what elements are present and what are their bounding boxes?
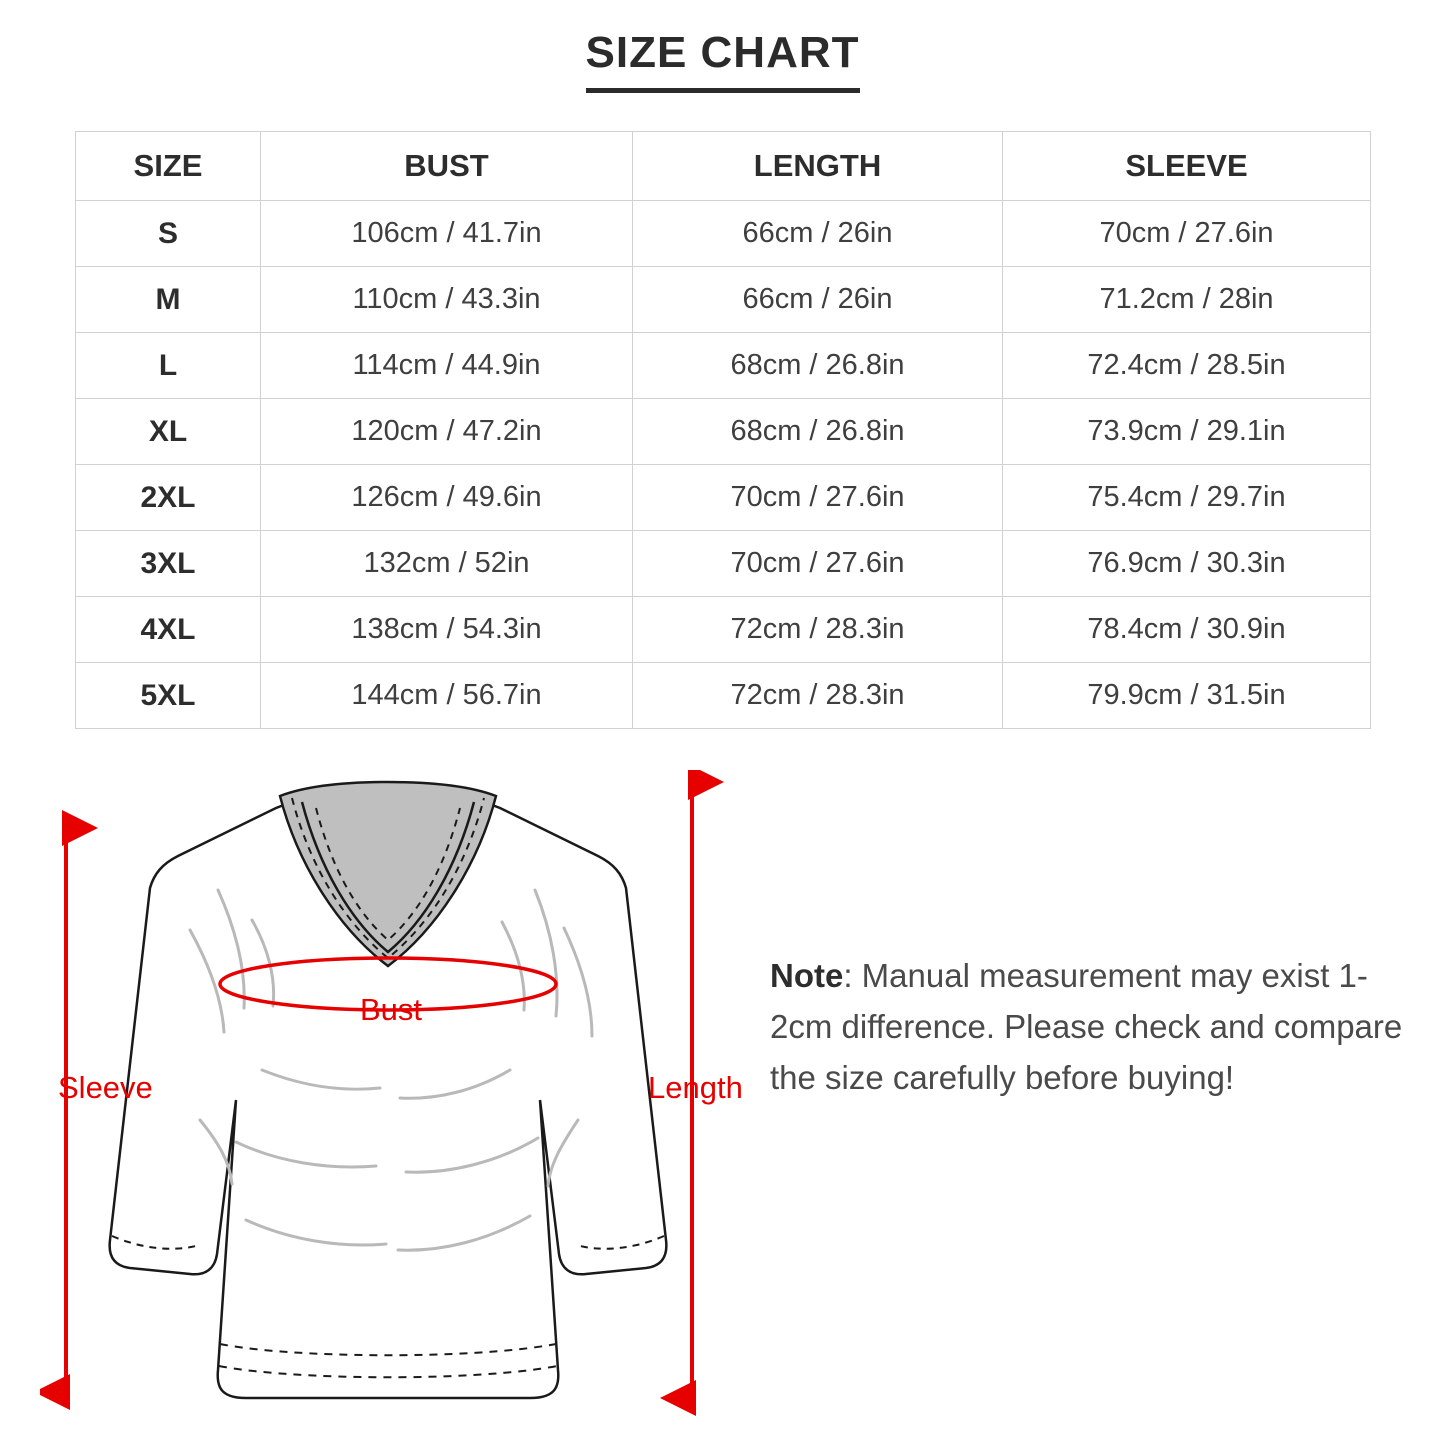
column-header-size: SIZE — [76, 132, 261, 201]
cell-sleeve: 70cm / 27.6in — [1003, 201, 1371, 267]
note-prefix: Note — [770, 957, 844, 994]
cell-length: 72cm / 28.3in — [633, 597, 1003, 663]
cell-size: L — [76, 333, 261, 399]
cell-sleeve: 71.2cm / 28in — [1003, 267, 1371, 333]
cell-size: 2XL — [76, 465, 261, 531]
column-header-bust: BUST — [261, 132, 633, 201]
table-row — [76, 597, 1371, 663]
cell-sleeve: 73.9cm / 29.1in — [1003, 399, 1371, 465]
cell-bust: 126cm / 49.6in — [261, 465, 633, 531]
page-title-container — [0, 0, 1445, 93]
size-chart-table — [75, 131, 1371, 729]
cell-length: 68cm / 26.8in — [633, 333, 1003, 399]
cell-size: XL — [76, 399, 261, 465]
table-row — [76, 531, 1371, 597]
cell-bust: 144cm / 56.7in — [261, 663, 633, 729]
cell-length: 66cm / 26in — [633, 201, 1003, 267]
cell-length: 72cm / 28.3in — [633, 663, 1003, 729]
cell-size: 4XL — [76, 597, 261, 663]
table-header-row — [76, 132, 1371, 201]
column-header-sleeve: SLEEVE — [1003, 132, 1371, 201]
cell-sleeve: 75.4cm / 29.7in — [1003, 465, 1371, 531]
shirt-illustration-svg — [40, 770, 760, 1445]
cell-size: M — [76, 267, 261, 333]
cell-size: 5XL — [76, 663, 261, 729]
cell-bust: 120cm / 47.2in — [261, 399, 633, 465]
cell-length: 70cm / 27.6in — [633, 531, 1003, 597]
cell-bust: 132cm / 52in — [261, 531, 633, 597]
size-table-container — [75, 131, 1370, 729]
cell-size: 3XL — [76, 531, 261, 597]
cell-length: 66cm / 26in — [633, 267, 1003, 333]
column-header-length: LENGTH — [633, 132, 1003, 201]
diagram-and-note-section — [0, 770, 1445, 1445]
cell-bust: 114cm / 44.9in — [261, 333, 633, 399]
cell-sleeve: 76.9cm / 30.3in — [1003, 531, 1371, 597]
cell-length: 68cm / 26.8in — [633, 399, 1003, 465]
cell-bust: 138cm / 54.3in — [261, 597, 633, 663]
table-row — [76, 333, 1371, 399]
bust-label: Bust — [360, 992, 423, 1027]
table-row — [76, 201, 1371, 267]
table-row — [76, 267, 1371, 333]
cell-length: 70cm / 27.6in — [633, 465, 1003, 531]
note-text-block — [770, 950, 1410, 1103]
garment-diagram — [40, 770, 760, 1445]
table-row — [76, 663, 1371, 729]
cell-sleeve: 72.4cm / 28.5in — [1003, 333, 1371, 399]
page-title: SIZE CHART — [586, 28, 860, 93]
length-label: Length — [648, 1070, 743, 1105]
cell-size: S — [76, 201, 261, 267]
table-row — [76, 465, 1371, 531]
cell-sleeve: 78.4cm / 30.9in — [1003, 597, 1371, 663]
cell-bust: 110cm / 43.3in — [261, 267, 633, 333]
note-body: : Manual measurement may exist 1-2cm difference. Please check and compare the size carefully before buying! — [770, 957, 1403, 1097]
table-row — [76, 399, 1371, 465]
cell-sleeve: 79.9cm / 31.5in — [1003, 663, 1371, 729]
sleeve-label: Sleeve — [58, 1070, 153, 1105]
cell-bust: 106cm / 41.7in — [261, 201, 633, 267]
